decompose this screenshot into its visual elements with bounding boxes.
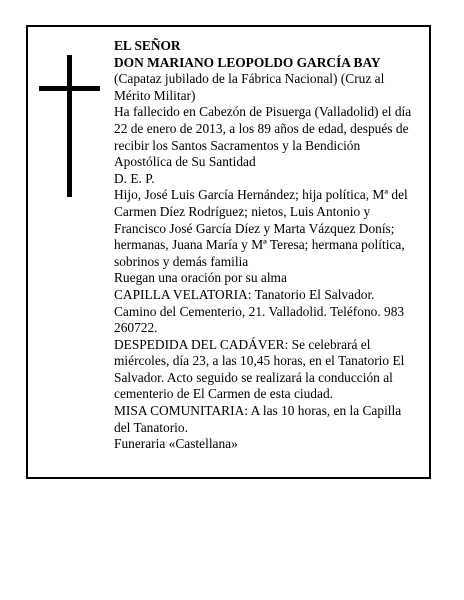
family-list: Hijo, José Luis García Hernández; hija política, Mª del Carmen Díez Rodríguez; nietos, Luis Antonio y Francisco José García Díez y Marta Vázquez Donís; hermanas, Juana María y Mª Teresa; hermana política, sobrinos y demás familia [114, 187, 408, 269]
title-line-1: EL SEÑOR [114, 38, 181, 53]
rip-text: D. E. P. [114, 170, 155, 186]
cross-icon-bar [39, 86, 100, 91]
funeral-home: Funeraria «Castellana» [114, 436, 238, 452]
obituary-text [114, 38, 420, 453]
mass-info: MISA COMUNITARIA: A las 10 horas, en la Capilla del Tanatorio. [114, 403, 402, 435]
deceased-honors: (Capataz jubilado de la Fábrica Nacional) (Cruz al Mérito Militar) [114, 71, 385, 103]
cross-icon [67, 55, 72, 197]
chapel-info: CAPILLA VELATORIA: Tanatorio El Salvador. Camino del Cementerio, 21. Valladolid. Teléfono. 983 260722. [114, 286, 405, 336]
death-statement: Ha fallecido en Cabezón de Pisuerga (Valladolid) el día 22 de enero de 2013, a los 89 años de edad, después de recibir los Santos Sacramentos y la Bendición Apostólica de Su Santidad [114, 104, 412, 170]
farewell-info: DESPEDIDA DEL CADÁVER: Se celebrará el miércoles, día 23, a las 10,45 horas, en el Tanatorio El Salvador. Acto seguido se realizará la conducción al cementerio de El Carmen de esta ciudad. [114, 336, 405, 402]
deceased-name: DON MARIANO LEOPOLDO GARCÍA BAY [114, 54, 381, 70]
obituary-notice [26, 25, 431, 479]
prayer-request: Ruegan una oración por su alma [114, 270, 287, 286]
